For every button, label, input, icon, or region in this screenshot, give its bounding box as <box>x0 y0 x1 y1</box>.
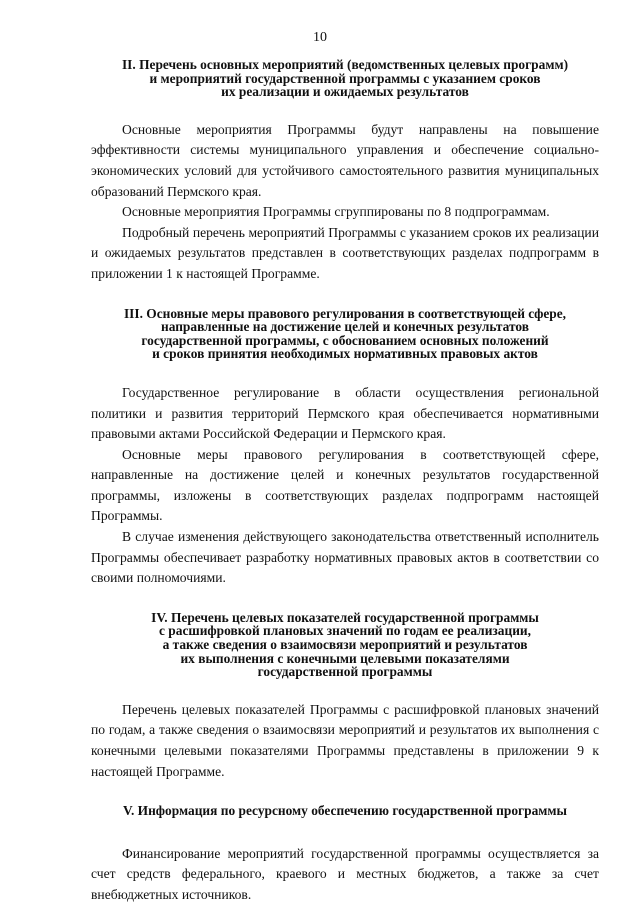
heading-line: III. Основные меры правового регулирования в соответствующей сфере, <box>123 305 567 321</box>
paragraph: Основные мероприятия Программы будут направлены на повышение эффективности системы муниципального управления и обеспечение социально-экономических условий для устойчивого самостоятельного развития муниципальных образований Пермского края. <box>91 121 599 199</box>
paragraph: В случае изменения действующего законодательства ответственный исполнитель Программы обеспечивает разработку нормативных правовых актов в соответствии со своими полномочиями. <box>91 529 599 586</box>
heading-line: с расшифровкой плановых значений по годам ее реализации, <box>159 623 531 639</box>
page-number: 10 <box>313 30 327 45</box>
heading-line: IV. Перечень целевых показателей государственной программы <box>151 609 539 625</box>
section-heading-5 <box>91 804 599 818</box>
paragraph: Финансирование мероприятий государственной программы осуществляется за счет средств федерального, краевого и местных бюджетов, а также за счет внебюджетных источников. <box>91 845 599 902</box>
paragraph: Государственное регулирование в области осуществления региональной политики и развития территорий Пермского края обеспечивается нормативными правовыми актами Российской Федерации и Пермского края. <box>91 384 599 442</box>
heading-line: государственной программы, с обоснованием основных положений <box>141 332 549 348</box>
heading-line: государственной программы <box>257 664 433 680</box>
paragraph: Перечень целевых показателей Программы с расшифровкой плановых значений по годам, а также сведения о взаимосвязи мероприятий и результатов их выполнения с конечными целевыми показателями Программы представлены в приложении 9 к настоящей Программе. <box>91 701 599 779</box>
document-body <box>91 58 599 906</box>
section-heading-3 <box>91 307 599 361</box>
paragraph: Основные мероприятия Программы сгруппированы по 8 подпрограммам. <box>122 204 550 220</box>
heading-line: их реализации и ожидаемых результатов <box>221 84 469 100</box>
section-heading-2 <box>91 58 599 99</box>
heading-line: их выполнения с конечными целевыми показателями <box>180 650 510 666</box>
heading-line: направленные на достижение целей и конечных результатов <box>160 319 530 335</box>
section-heading-4 <box>91 611 599 679</box>
heading-line: V. Информация по ресурсному обеспечению государственной программы <box>123 803 567 819</box>
heading-line: а также сведения о взаимосвязи мероприятий и результатов <box>162 637 528 653</box>
paragraph: Подробный перечень мероприятий Программы с указанием сроков их реализации и ожидаемых результатов представлен в соответствующих разделах подпрограмм в приложении 1 к настоящей Программе. <box>91 224 599 281</box>
heading-line: и мероприятий государственной программы с указанием сроков <box>149 70 541 86</box>
heading-line: II. Перечень основных мероприятий (ведомственных целевых программ) <box>121 57 569 72</box>
heading-line: и сроков принятия необходимых нормативных правовых актов <box>152 346 538 362</box>
paragraph: Основные меры правового регулирования в соответствующей сфере, направленные на достижение целей и конечных результатов государственной программы, изложены в соответствующих разделах подпрограмм настоящей Программы. <box>91 446 599 524</box>
